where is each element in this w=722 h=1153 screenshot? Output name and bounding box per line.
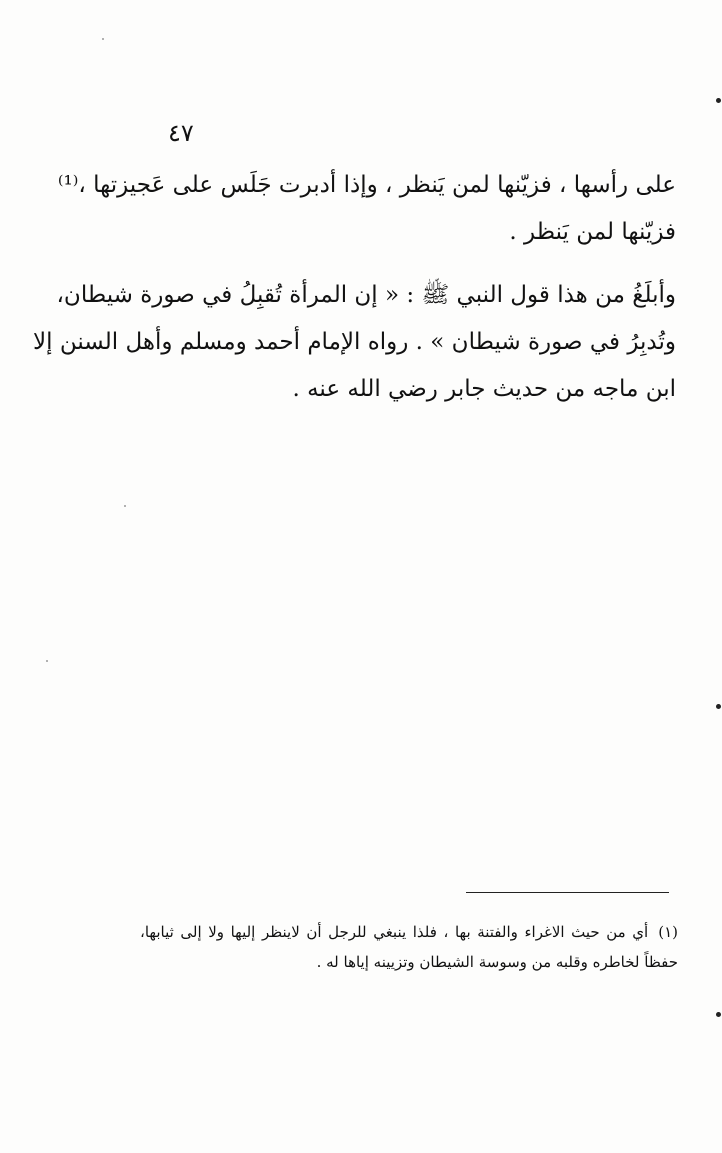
scan-speck: [102, 38, 104, 40]
footnote-line-1: [140, 917, 678, 947]
footnote-separator: [466, 892, 669, 893]
paragraph-1-line-2: فزيّنها لمن يَنظر .: [509, 219, 676, 245]
page-number: ٤٧: [168, 119, 194, 147]
scan-edge-mark: [716, 1012, 721, 1017]
footnote-line-1-text: أي من حيث الاغراء والفتنة بها ، فلذا ينبغي للرجل أن لاينظر إليها ولا إلى ثيابها،: [140, 923, 649, 941]
paragraph-2-line-2: وتُدبِرُ في صورة شيطان » . رواه الإمام أحمد ومسلم وأهل السنن إلا: [33, 329, 676, 355]
footnote-marker: (١): [658, 923, 678, 941]
scan-speck: [124, 505, 126, 507]
footnote-line-2: حفظاً لخاطره وقلبه من وسوسة الشيطان وتزيينه إياها له .: [316, 953, 678, 971]
paragraph-2-line-1: وأبلَغُ من هذا قول النبي ﷺ : « إن المرأة تُقبِلُ في صورة شيطان،: [56, 282, 676, 308]
paragraph-1-line-1: على رأسها ، فزيّنها لمن يَنظر ، وإذا أدبرت جَلَس على عَجيزتها ،⁽¹⁾: [57, 172, 676, 198]
scan-edge-mark: [716, 704, 721, 709]
paragraph-2: [33, 272, 676, 413]
paragraph-2-line-3: ابن ماجه من حديث جابر رضي الله عنه .: [292, 376, 676, 402]
paragraph-1: [57, 162, 676, 256]
scan-edge-mark: [716, 98, 721, 103]
main-text: [33, 162, 676, 413]
footnote: [140, 917, 678, 977]
scan-speck: [46, 660, 48, 662]
